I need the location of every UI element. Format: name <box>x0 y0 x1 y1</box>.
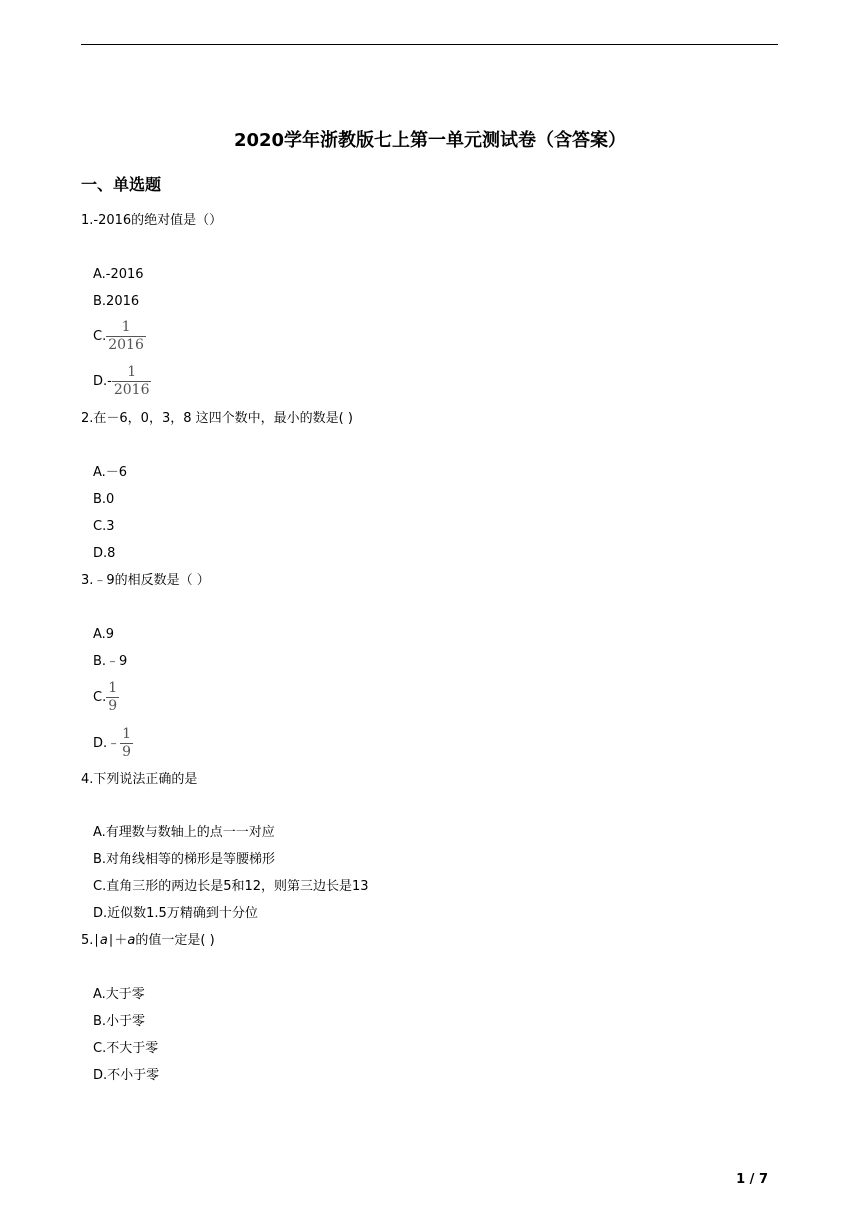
question-5-option-b: B.小于零 <box>93 1014 146 1029</box>
question-3-option-c: C. $\frac{1}{9}$ <box>93 680 118 714</box>
question-3-stem: 3.﹣9的相反数是（ ） <box>81 573 210 588</box>
question-2-stem: 2.在－6，0，3，8 这四个数中，最小的数是( ) <box>81 411 353 426</box>
question-3-option-d: D.﹣ $\frac{1}{9}$ <box>93 726 132 760</box>
question-1-option-b: B.2016 <box>93 294 140 309</box>
fraction: $\frac{1}{2016}$ <box>108 319 144 353</box>
question-3-option-a: A.9 <box>93 627 115 642</box>
question-1-stem: 1.-2016的绝对值是（） <box>81 213 223 228</box>
question-4-option-b: B.对角线相等的梯形是等腰梯形 <box>93 852 276 867</box>
fraction: $\frac{1}{2016}$ <box>113 364 150 398</box>
question-2-option-c: C.3 <box>93 519 115 534</box>
question-1-option-c: C. $\frac{1}{2016}$ <box>93 319 144 353</box>
document-title: 2020学年浙教版七上第一单元测试卷（含答案） <box>233 130 627 151</box>
question-1-option-d: D.- $\frac{1}{2016}$ <box>93 364 150 398</box>
question-2-option-d: D.8 <box>93 546 116 561</box>
question-4-option-c: C.直角三形的两边长是5和12，则第三边长是13 <box>93 879 369 894</box>
question-4-option-a: A.有理数与数轴上的点一一对应 <box>93 825 275 840</box>
question-4-option-d: D.近似数1.5万精确到十分位 <box>93 906 258 921</box>
page-number: 1 / 7 <box>736 1172 768 1187</box>
question-2-option-b: B.0 <box>93 492 115 507</box>
question-1-option-a: A.-2016 <box>93 267 144 282</box>
question-2-option-a: A.－6 <box>93 465 128 480</box>
fraction: $\frac{1}{9}$ <box>122 726 132 760</box>
question-5-stem: 5.∣a∣＋a的值一定是( ) <box>81 933 215 948</box>
header-rule <box>81 44 778 45</box>
question-4-stem: 4.下列说法正确的是 <box>81 772 198 787</box>
question-3-option-b: B.﹣9 <box>93 654 128 669</box>
question-5-option-c: C.不大于零 <box>93 1041 159 1056</box>
fraction: $\frac{1}{9}$ <box>108 680 118 714</box>
section-heading: 一、单选题 <box>81 175 162 194</box>
question-5-option-a: A.大于零 <box>93 987 145 1002</box>
question-5-option-d: D.不小于零 <box>93 1068 160 1083</box>
